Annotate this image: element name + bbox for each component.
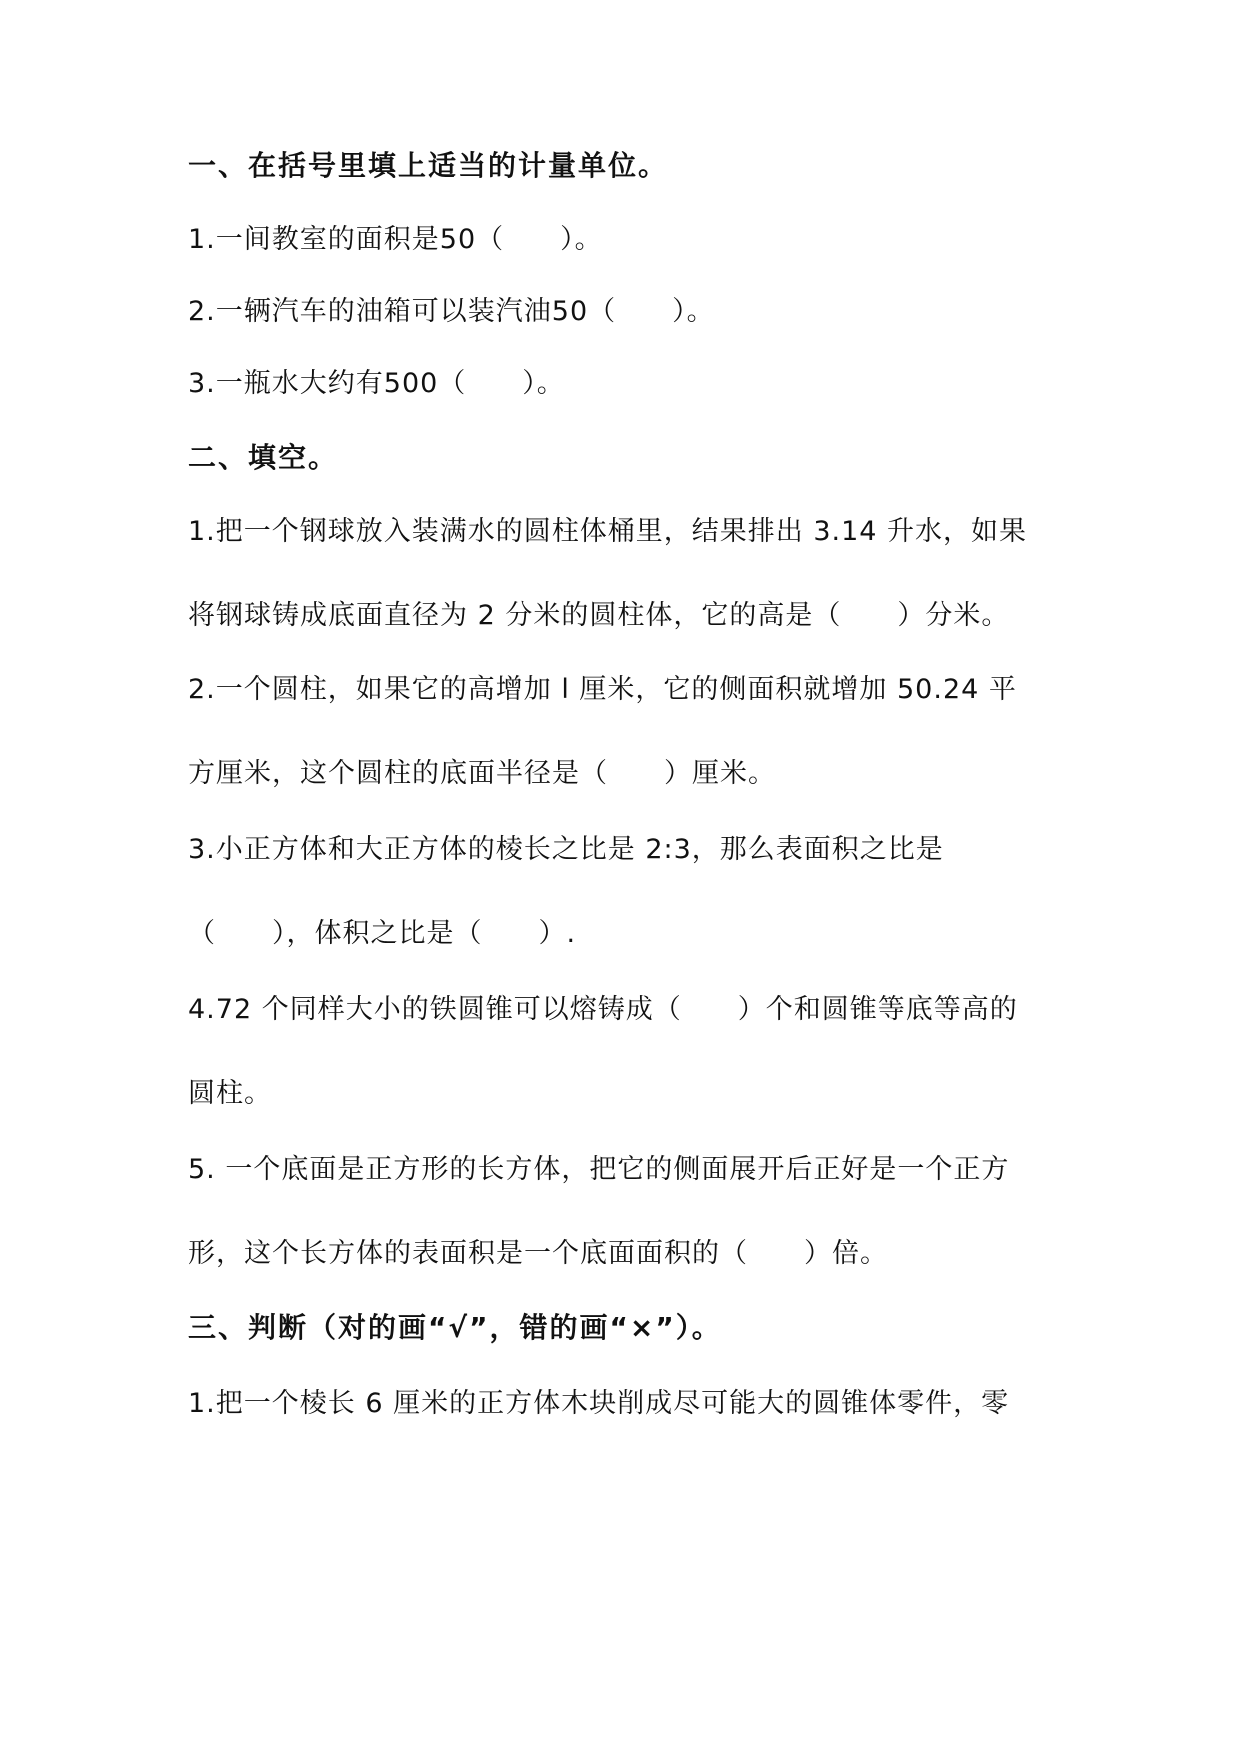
section-heading-true-false: 三、判断（对的画“√”，错的画“×”）。: [188, 1311, 722, 1344]
question-1-2: 2.一辆汽车的油箱可以装汽油50（ ）。: [188, 296, 715, 327]
question-2-3-line2: （ ），体积之比是（ ）.: [188, 918, 577, 949]
question-2-2-line1: 2.一个圆柱，如果它的高增加 l 厘米，它的侧面积就增加 50.24 平: [188, 674, 1017, 705]
question-1-1: 1.一间教室的面积是50（ ）。: [188, 224, 603, 255]
section-heading-units: 一、在括号里填上适当的计量单位。: [188, 149, 669, 182]
question-2-1-line1: 1.把一个钢球放入装满水的圆柱体桶里，结果排出 3.14 升水，如果: [188, 516, 1028, 547]
question-2-5-line1: 5. 一个底面是正方形的长方体，把它的侧面展开后正好是一个正方: [188, 1154, 1010, 1185]
question-2-2-line2: 方厘米，这个圆柱的底面半径是（ ）厘米。: [188, 758, 776, 789]
question-1-3: 3.一瓶水大约有500（ ）。: [188, 368, 565, 399]
question-2-1-line2: 将钢球铸成底面直径为 2 分米的圆柱体，它的高是（ ）分米。: [188, 600, 1010, 631]
section-heading-fill-in: 二、填空。: [188, 441, 339, 474]
question-3-1-line1: 1.把一个棱长 6 厘米的正方体木块削成尽可能大的圆锥体零件，零: [188, 1388, 1010, 1419]
question-2-5-line2: 形，这个长方体的表面积是一个底面面积的（ ）倍。: [188, 1238, 888, 1269]
question-2-4-line1: 4.72 个同样大小的铁圆锥可以熔铸成（ ）个和圆锥等底等高的: [188, 994, 1018, 1025]
question-2-3-line1: 3.小正方体和大正方体的棱长之比是 2:3，那么表面积之比是: [188, 834, 944, 865]
question-2-4-line2: 圆柱。: [188, 1078, 272, 1109]
